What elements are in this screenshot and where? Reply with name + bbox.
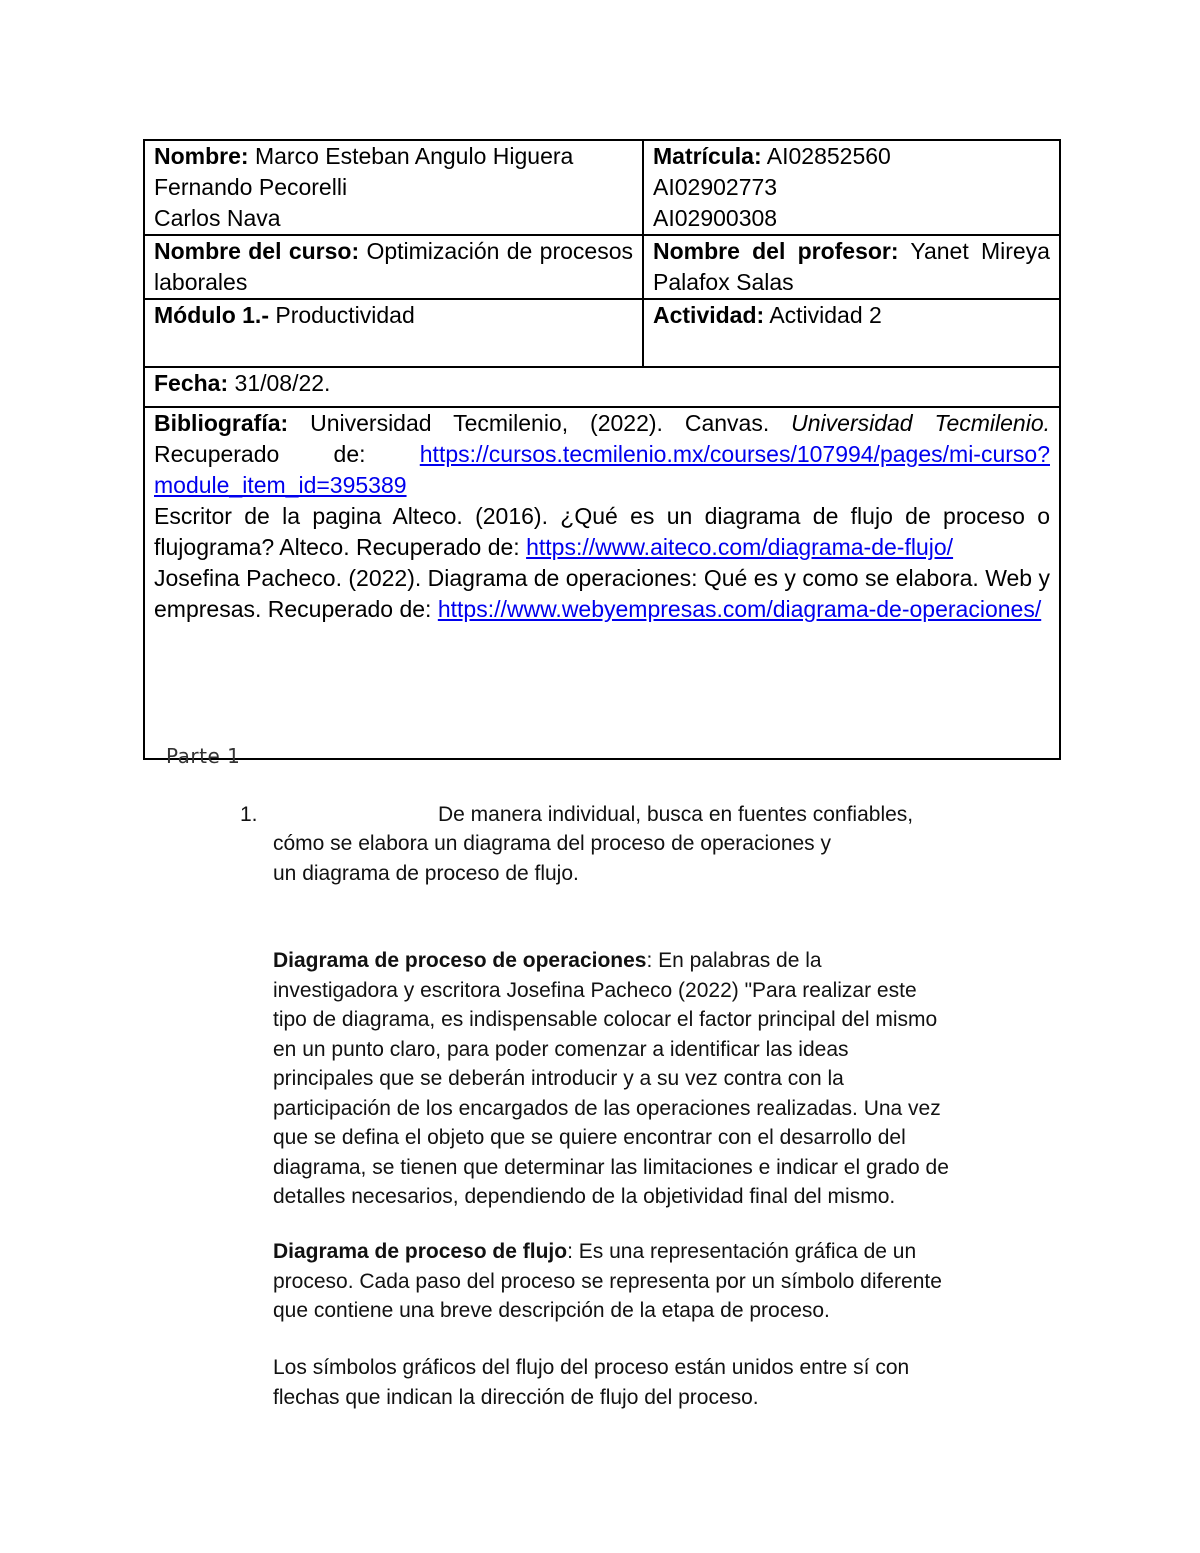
actividad-value: Actividad 2 (769, 302, 882, 328)
p3-line-2: flechas que indican la dirección de flujo del proceso. (273, 1385, 759, 1409)
matricula-value-1: AI02852560 (766, 143, 891, 169)
nombre-label: Nombre: (154, 143, 249, 169)
p2-label: Diagrama de proceso de flujo (273, 1240, 568, 1263)
nombre-value-2: Fernando Pecorelli (154, 174, 348, 200)
cell-bibliografia (144, 407, 1060, 759)
list-item-line-1: cómo se elabora un diagrama del proceso de operaciones y (273, 832, 832, 855)
bib-entry-3 (154, 563, 1050, 625)
p1-line-4: en un punto claro, para poder comenzar a identificar las ideas (273, 1037, 849, 1061)
bib1-recuperado: Recuperado de: (154, 441, 366, 467)
p1-line-5: principales que se deberán introducir y a su vez contra con la (273, 1067, 844, 1090)
paragraph-flujo (273, 1237, 1043, 1326)
matricula-value-2: AI02902773 (653, 174, 778, 200)
bib-entry-2 (154, 501, 1050, 563)
bib1-italic: Universidad Tecmilenio. (791, 410, 1051, 436)
row-date (144, 367, 1060, 407)
bib2-link[interactable]: https://www.aiteco.com/diagrama-de-flujo/ (526, 534, 954, 560)
header-table (143, 139, 1061, 760)
p1-line-8: diagrama, se tienen que determinar las limitaciones e indicar el grado de (273, 1155, 949, 1179)
modulo-value: Productividad (275, 302, 415, 328)
row-module (144, 299, 1060, 367)
curso-value: Optimización de procesos laborales (154, 238, 633, 295)
fecha-value: 31/08/22. (234, 370, 331, 396)
section-title: Parte 1 (166, 744, 241, 768)
nombre-value-1: Marco Esteban Angulo Higuera (254, 143, 574, 169)
list-item-continuation (273, 829, 1033, 888)
paragraph-operaciones (273, 946, 1043, 1212)
p2-line-1: : Es una representación gráfica de un (567, 1240, 917, 1263)
p2-line-3: que contiene una breve descripción de la etapa de proceso. (273, 1299, 830, 1322)
matricula-value-3: AI02900308 (653, 205, 778, 231)
row-bibliography (144, 407, 1060, 759)
fecha-label: Fecha: (154, 370, 229, 396)
row-course (144, 235, 1060, 299)
cell-fecha (144, 367, 1060, 407)
p1-line-1: : En palabras de la (646, 949, 822, 972)
bib3-text: Josefina Pacheco. (2022). Diagrama de operaciones: Qué es y como se elabora. Web y empresas. Recuperado de: (154, 565, 1050, 622)
list-item-line-2: un diagrama de proceso de flujo. (273, 861, 579, 885)
p1-line-9: detalles necesarios, dependiendo de la objetividad final del mismo. (273, 1185, 896, 1208)
p1-line-6: participación de los encargados de las operaciones realizadas. Una vez (273, 1096, 941, 1120)
bib-entry-1 (154, 408, 1050, 501)
p2-line-2: proceso. Cada paso del proceso se representa por un símbolo diferente (273, 1269, 942, 1293)
paragraph-simbolos (273, 1353, 1043, 1412)
nombre-value-3: Carlos Nava (154, 205, 281, 231)
p1-label: Diagrama de proceso de operaciones (273, 949, 647, 972)
list-number: 1. (240, 803, 258, 826)
p3-line-1: Los símbolos gráficos del flujo del proceso están unidos entre sí con (273, 1356, 910, 1379)
list-item-first-line: De manera individual, busca en fuentes confiables, (438, 803, 914, 826)
p1-line-7: que se defina el objeto que se quiere encontrar con el desarrollo del (273, 1126, 906, 1149)
p1-line-2: investigadora y escritora Josefina Pacheco (2022) "Para realizar este (273, 978, 917, 1002)
bib3-link[interactable]: https://www.webyempresas.com/diagrama-de-operaciones/ (437, 596, 1042, 622)
cell-modulo (144, 299, 643, 367)
actividad-label: Actividad: (653, 302, 765, 328)
cell-nombre (144, 140, 643, 235)
row-names (144, 140, 1060, 235)
profesor-value: Yanet Mireya Palafox Salas (653, 238, 1050, 295)
bib2-text: Escritor de la pagina Alteco. (2016). ¿Qué es un diagrama de flujo de proceso o flujograma? Alteco. Recuperado de: (154, 503, 1050, 560)
cell-profesor (643, 235, 1060, 299)
matricula-label: Matrícula: (653, 143, 762, 169)
cell-actividad (643, 299, 1060, 367)
profesor-label: Nombre del profesor: (653, 238, 899, 264)
modulo-label: Módulo 1.- (154, 302, 269, 328)
curso-label: Nombre del curso: (154, 238, 360, 264)
cell-curso (144, 235, 643, 299)
bibliografia-label: Bibliografía: (154, 410, 289, 436)
bib1-link[interactable]: https://cursos.tecmilenio.mx/courses/107994/pages/mi-curso?module_item_id=395389 (154, 441, 1050, 498)
p1-line-3: tipo de diagrama, es indispensable colocar el factor principal del mismo (273, 1008, 938, 1031)
bib1-text: Universidad Tecmilenio, (2022). Canvas. (310, 410, 770, 436)
cell-matricula (643, 140, 1060, 235)
